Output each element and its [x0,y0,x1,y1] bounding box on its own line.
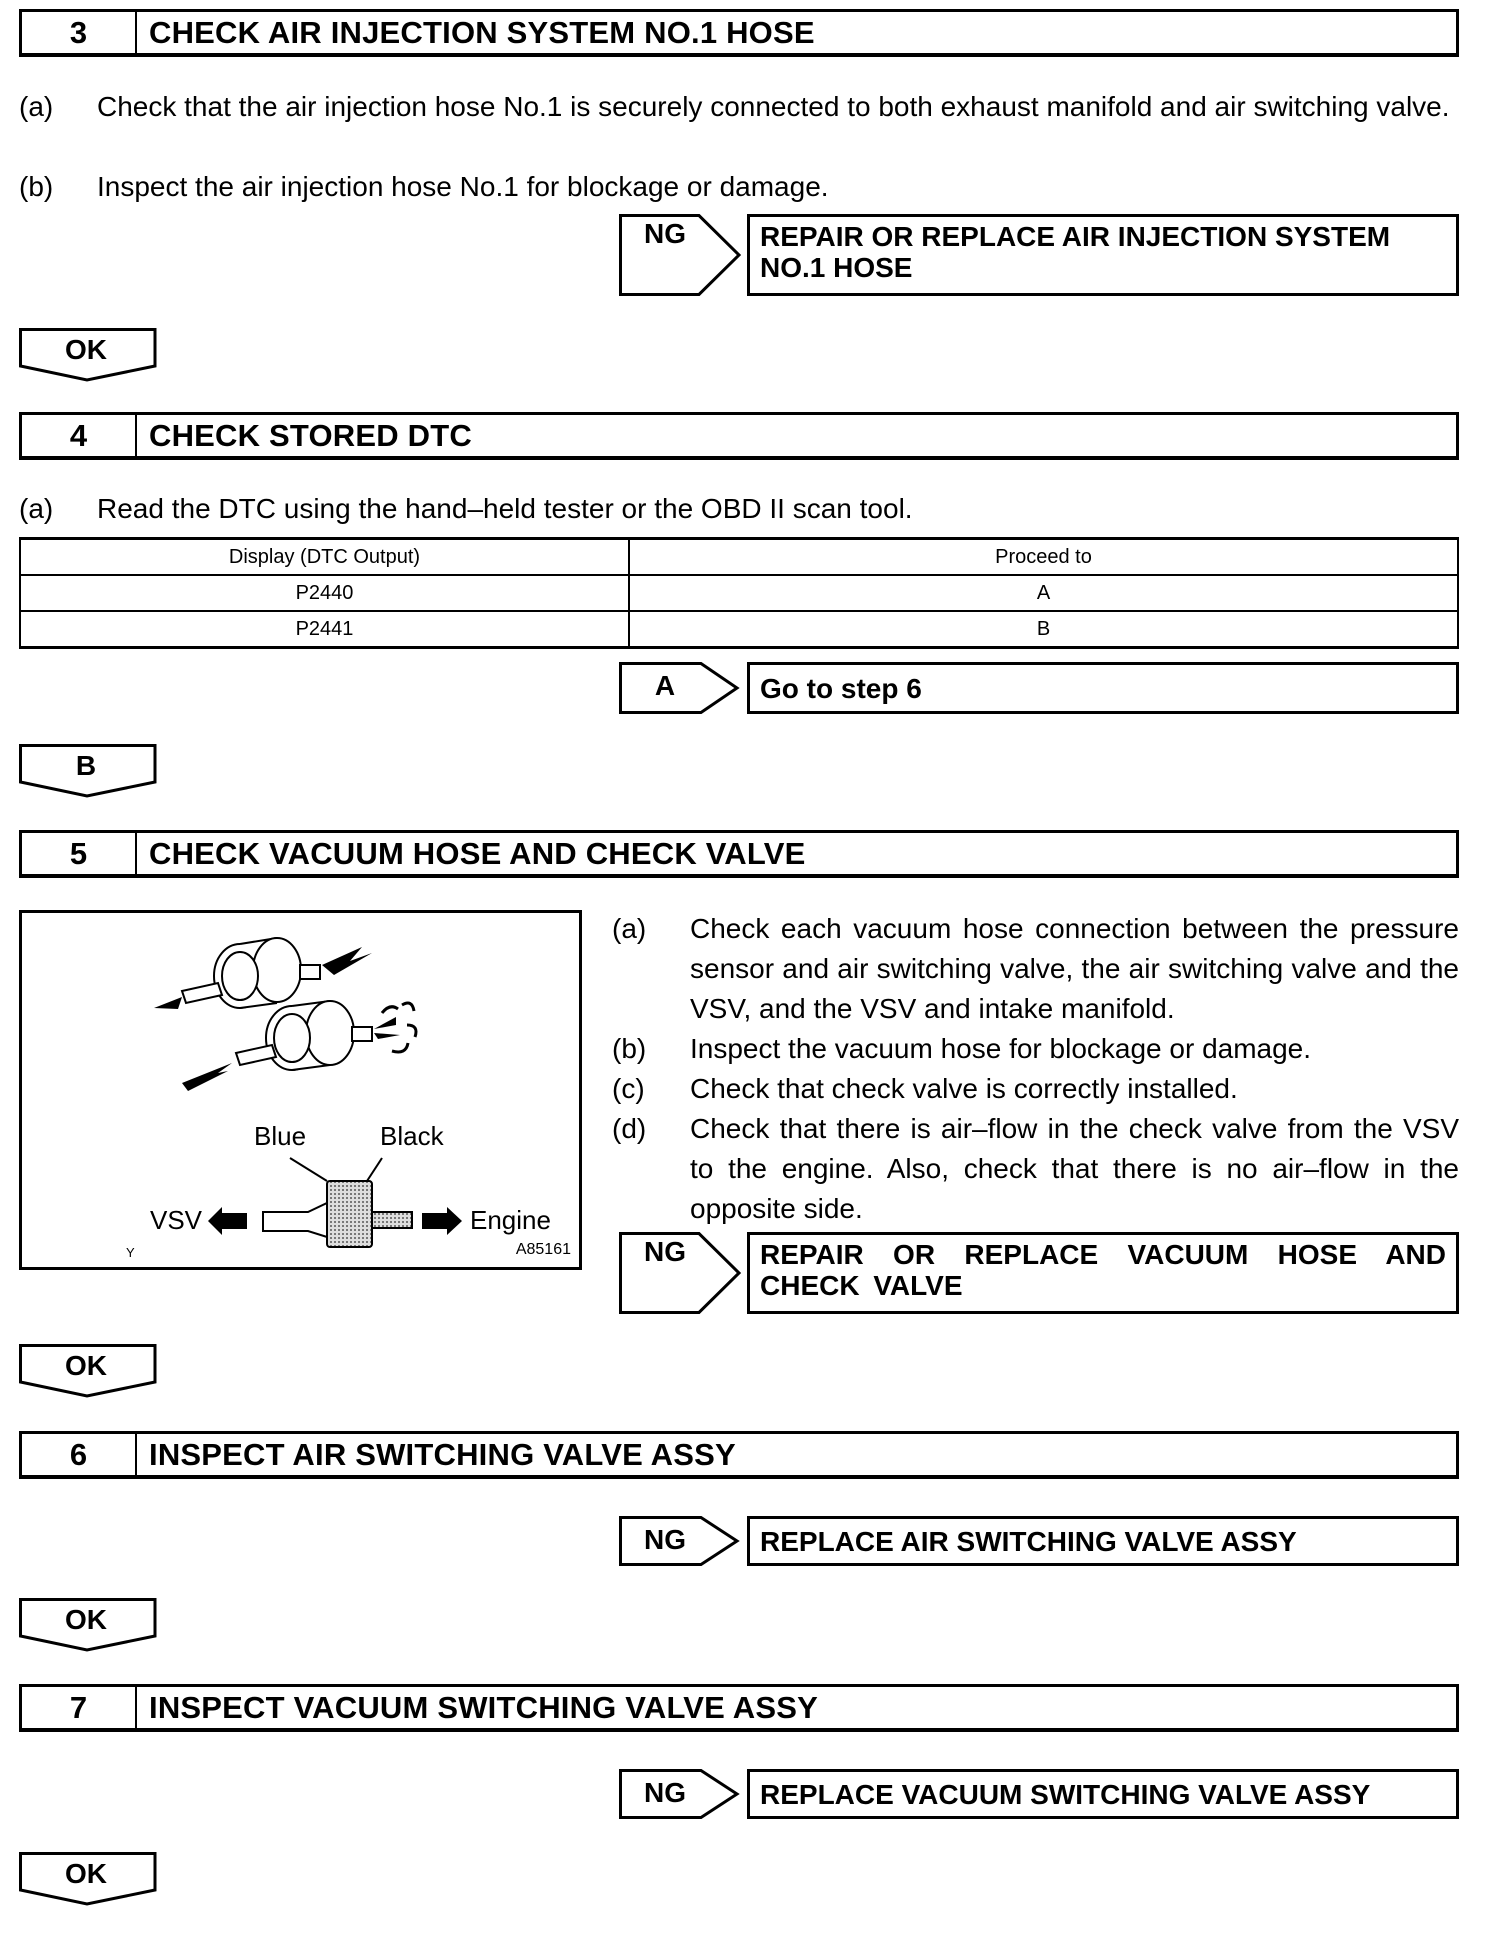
item-text: Check that there is air–flow in the check valve from the VSV to the engine. Also, check that there is no air–flow in the opposite side. [690,1113,1459,1224]
step-6-ng-result [619,1516,1459,1566]
item-label: (b) [612,1033,647,1064]
step-3-item-b [19,167,1459,207]
step-5-header [19,830,1459,878]
item-label: (b) [19,171,54,202]
step-title: INSPECT VACUUM SWITCHING VALVE ASSY [149,1689,818,1725]
step-title: INSPECT AIR SWITCHING VALVE ASSY [149,1436,736,1472]
step-4-item-a [19,489,1459,529]
ng-label: NG [644,1524,686,1555]
step-5-item-a [612,909,1459,1029]
ng-tag [619,1516,741,1566]
ng-label: NG [644,218,686,249]
item-text: Check each vacuum hose connection between the pressure sensor and air switching valve, the air switching valve and the VSV, and the VSV and intake manifold. [690,913,1459,1024]
table-cell: P2440 [20,575,629,611]
item-label: (a) [612,913,647,944]
item-label: (a) [19,493,54,524]
table-header: Display (DTC Output) [20,539,629,576]
ng-action-text: REPAIR OR REPLACE VACUUM HOSE AND CHECK VALVE [747,1232,1459,1314]
step-5-ok-tag [19,1344,157,1398]
step-3-header [19,9,1459,57]
step-4-a-result [619,662,1459,714]
b-label: B [75,750,97,781]
figure-corner-mark: Y [126,1245,135,1260]
step-number: 5 [22,833,137,874]
ng-tag [619,1769,741,1819]
ng-label: NG [644,1777,686,1808]
table-cell: A [629,575,1458,611]
step-5-item-d [612,1109,1459,1229]
ng-action-text: REPLACE VACUUM SWITCHING VALVE ASSY [747,1769,1459,1819]
check-valve-figure [19,910,582,1270]
step-4-b-tag [19,744,157,798]
a-action-text: Go to step 6 [747,662,1459,714]
dtc-table [19,537,1459,649]
ng-action-text: REPLACE AIR SWITCHING VALVE ASSY [747,1516,1459,1566]
figure-label-vsv: VSV [150,1205,203,1235]
item-text: Check that the air injection hose No.1 is securely connected to both exhaust manifold and air switching valve. [97,91,1450,122]
a-label: A [654,670,676,701]
ng-tag [619,214,741,296]
table-header-row [20,539,1458,576]
ng-action-text: REPAIR OR REPLACE AIR INJECTION SYSTEM NO.1 HOSE [747,214,1459,296]
step-6-header [19,1431,1459,1479]
table-cell: B [629,611,1458,648]
step-5-item-b [612,1029,1459,1069]
figure-code: A85161 [515,1241,571,1258]
step-4-header [19,412,1459,460]
step-title: CHECK STORED DTC [149,417,472,453]
step-5-ng-result [619,1232,1459,1314]
ok-label: OK [65,1350,107,1381]
figure-label-black: Black [380,1121,444,1151]
ng-tag [619,1232,741,1314]
figure-label-blue: Blue [254,1121,307,1151]
ok-label: OK [65,1604,107,1635]
step-number: 3 [22,12,137,53]
step-5-item-c [612,1069,1459,1109]
step-7-ng-result [619,1769,1459,1819]
item-text: Inspect the vacuum hose for blockage or damage. [690,1033,1312,1064]
item-text: Check that check valve is correctly installed. [690,1073,1238,1104]
ok-label: OK [65,334,107,365]
step-7-header [19,1684,1459,1732]
table-header: Proceed to [629,539,1458,576]
table-row [20,611,1458,648]
table-row [20,575,1458,611]
a-tag [619,662,741,714]
figure-label-engine: Engine [470,1205,551,1235]
step-3-ok-tag [19,328,157,382]
step-7-ok-tag [19,1852,157,1906]
step-title: CHECK AIR INJECTION SYSTEM NO.1 HOSE [149,14,815,50]
step-number: 7 [22,1687,137,1728]
item-text: Inspect the air injection hose No.1 for blockage or damage. [97,171,829,202]
step-3-item-a [19,87,1459,167]
item-label: (a) [19,91,54,122]
item-text: Read the DTC using the hand–held tester or the OBD II scan tool. [97,493,913,524]
ng-label: NG [644,1236,686,1267]
table-cell: P2441 [20,611,629,648]
step-6-ok-tag [19,1598,157,1652]
item-label: (c) [612,1073,645,1104]
item-label: (d) [612,1113,647,1144]
step-number: 4 [22,415,137,456]
step-3-ng-result [619,214,1459,296]
step-title: CHECK VACUUM HOSE AND CHECK VALVE [149,835,806,871]
step-number: 6 [22,1434,137,1475]
ok-label: OK [65,1858,107,1889]
